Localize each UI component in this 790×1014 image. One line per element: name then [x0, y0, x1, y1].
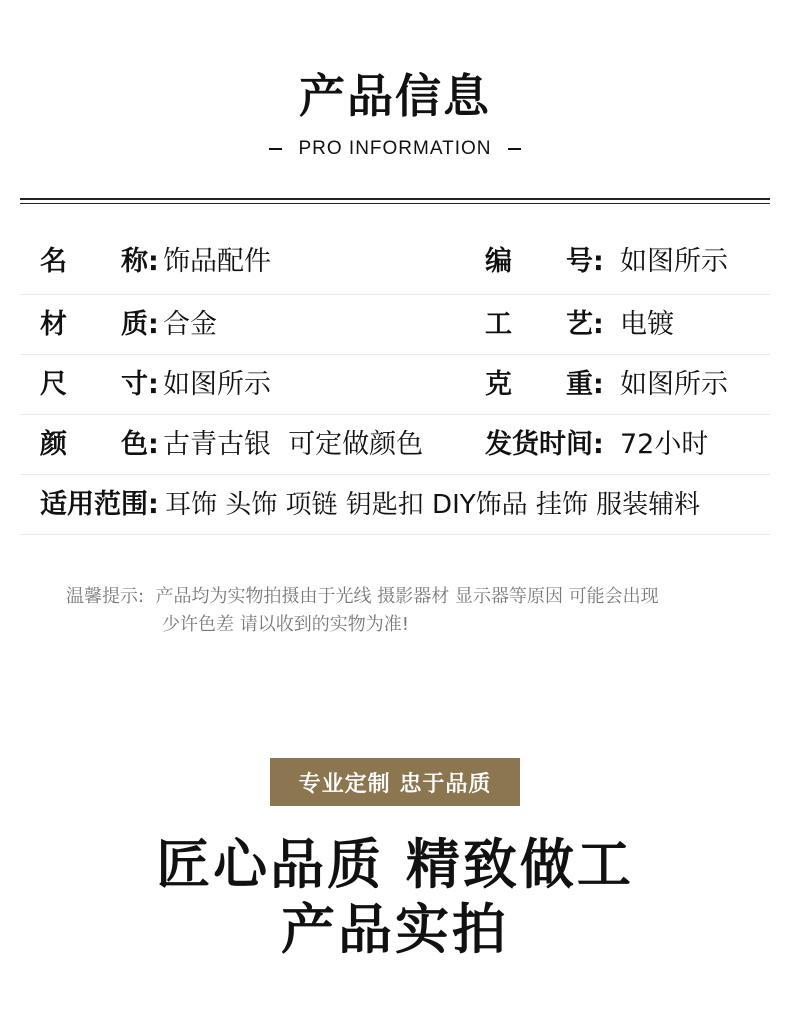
label-material: 材 质:: [40, 309, 159, 340]
label-color: 颜 色:: [40, 429, 159, 460]
label-size: 尺 寸:: [40, 369, 159, 400]
value-color: 古青古银 可定做颜色: [163, 429, 424, 460]
value-weight: 如图所示: [620, 369, 728, 400]
tagline-badge: 专业定制 忠于品质: [270, 758, 520, 806]
value-craft: 电镀: [620, 309, 674, 340]
info-row-scope: [20, 475, 770, 535]
info-row-color: [20, 415, 770, 475]
label-shipping-time: 发货时间:: [485, 429, 604, 460]
label-craft: 工 艺:: [485, 309, 604, 340]
label-scope: 适用范围:: [40, 489, 159, 520]
value-material: 合金: [163, 309, 217, 340]
notice-line-1: 温馨提示: 产品均为实物拍摄由于光线 摄影器材 显示器等原因 可能会出现: [66, 586, 659, 607]
page-subtitle: [0, 136, 790, 162]
subtitle-dash-right: [508, 148, 521, 150]
value-name: 饰品配件: [163, 246, 271, 277]
page-title: 产品信息: [299, 69, 491, 123]
value-size: 如图所示: [163, 369, 271, 400]
value-number: 如图所示: [620, 246, 728, 277]
info-row-size: [20, 355, 770, 415]
headline-line-1: 匠心品质 精致做工: [156, 833, 634, 896]
value-shipping-time: 72小时: [620, 429, 709, 460]
subtitle-text: PRO INFORMATION: [298, 138, 492, 159]
label-number: 编 号:: [485, 246, 604, 277]
header-divider-thin: [20, 203, 770, 204]
info-row-material: [20, 295, 770, 355]
headline-line-2: 产品实拍: [281, 898, 509, 961]
notice-text: [66, 583, 746, 639]
value-scope: 耳饰 头饰 项链 钥匙扣 DIY饰品 挂饰 服装辅料: [165, 490, 701, 520]
label-name: 名 称:: [40, 246, 159, 277]
product-info-table: [20, 232, 770, 535]
label-weight: 克 重:: [485, 369, 604, 400]
info-row-name: [20, 232, 770, 295]
subtitle-dash-left: [269, 148, 282, 150]
notice-line-2: 少许色差 请以收到的实物为准!: [162, 614, 409, 635]
header-divider-thick: [20, 198, 770, 200]
